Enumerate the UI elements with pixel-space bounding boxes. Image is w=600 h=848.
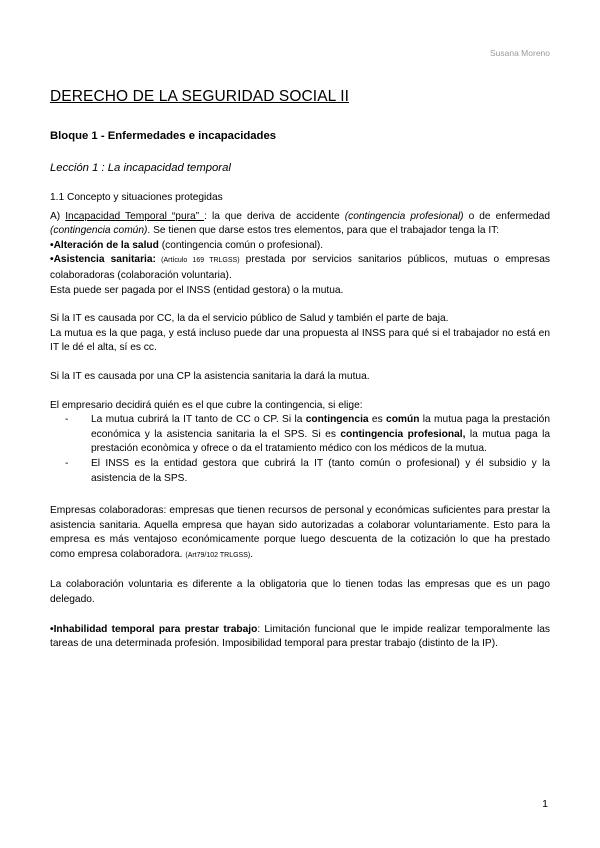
text: es xyxy=(368,414,387,426)
section-heading: 1.1 Concepto y situaciones protegidas xyxy=(50,192,223,203)
text: prestada por servicios sanitarios públicos, mutuas o empresas colaboradoras (colaboración voluntaria). xyxy=(50,254,550,281)
label-inhabilidad: •Inhabilidad temporal para prestar trabajo xyxy=(50,623,258,635)
term-incapacidad-temporal-pura: Incapacidad Temporal “pura” xyxy=(65,210,205,222)
text: (contingencia común o profesional). xyxy=(158,239,324,251)
term: contingencia xyxy=(305,414,369,426)
dash-list xyxy=(50,413,550,486)
text: : la que deriva de accidente xyxy=(204,210,345,222)
paragraph-colaboracion-voluntaria: La colaboración voluntaria es diferente a la obligatoria que lo tienen todas las empresas que es un pago delegado. xyxy=(50,579,550,606)
term: contingencia profesional, xyxy=(340,428,466,440)
dash-bullet: - xyxy=(65,457,69,469)
text: la mutua paga la prestación económica y la asistencia sanitaria la el SPS. Si es xyxy=(91,414,550,440)
legal-reference: (Art79/102 TRLGSS) xyxy=(185,551,251,559)
text: la mutua paga la prestación econòmica y ofrece o da el tratamiento médico con los médicos de la mutua. xyxy=(91,428,550,455)
list-item xyxy=(50,413,550,457)
term: común xyxy=(386,414,420,426)
term-contingencia-profesional: (contingencia profesional) xyxy=(344,210,464,222)
list-item xyxy=(50,457,550,486)
paragraph-inhabilidad xyxy=(50,623,550,652)
text: . xyxy=(250,548,254,560)
page-content xyxy=(50,88,550,652)
dash-bullet: - xyxy=(65,414,69,426)
item-prefix: A) xyxy=(50,210,66,222)
paragraph-mutua-paga: La mutua es la que paga, y está incluso puede dar una propuesta al INSS para qué si el trabajador no está en IT le dé el alta, sí es cc. xyxy=(50,327,550,354)
paragraph-incapacidad-pura xyxy=(50,210,550,239)
paragraph-alteracion-salud xyxy=(50,239,550,254)
paragraph-empresas-colaboradoras xyxy=(50,504,550,563)
paragraph-empresario: El empresario decidirá quién es el que cubre la contingencia, si elige: xyxy=(50,399,363,411)
bloque-heading: Bloque 1 - Enfermedades e incapacidades xyxy=(50,130,277,142)
label-alteracion-salud: •Alteración de la salud xyxy=(50,239,159,251)
paragraph-asistencia-sanitaria xyxy=(50,253,550,283)
term-contingencia-comun: (contingencia común) xyxy=(50,225,148,237)
leccion-heading: Lección 1 : La incapacidad temporal xyxy=(50,162,231,174)
label-asistencia-sanitaria: •Asistencia sanitaria: xyxy=(50,254,156,266)
text: . Se tienen que darse estos tres elementos, para que el trabajador tenga la IT: xyxy=(147,225,500,237)
text: Empresas colaboradoras: empresas que tienen recursos de personal y económicas suficientes para prestar la asistencia sanitaria. Aquella empresa que hayan sido autorizadas a colaborar voluntariamente. Esto para la empresa es más ventajoso económicamente porque luego descuenta de la cotización lo que ha prestado como empresa colaboradora. xyxy=(50,505,550,560)
text: : Limitación funcional que le impide realizar temporalmente las tareas de una determinada profesión. Imposibilidad temporal para prestar trabajo (distinto de la IP). xyxy=(50,623,550,650)
text: o de enfermedad xyxy=(463,210,550,222)
document-title: DERECHO DE LA SEGURIDAD SOCIAL II xyxy=(50,88,350,105)
paragraph-it-cc: Si la IT es causada por CC, la da el servicio público de Salud y también el parte de baja. xyxy=(50,313,449,325)
legal-reference: (Artículo 169 TRLGSS) xyxy=(155,257,240,265)
paragraph-pago: Esta puede ser pagada por el INSS (entidad gestora) o la mutua. xyxy=(50,284,344,296)
text: La mutua cubrirá la IT tanto de CC o CP. Si la xyxy=(91,414,306,426)
paragraph-it-cp: Si la IT es causada por una CP la asistencia sanitaria la dará la mutua. xyxy=(50,370,370,382)
header-author: Susana Moreno xyxy=(489,48,550,58)
page-number: 1 xyxy=(542,798,548,810)
text: El INSS es la entidad gestora que cubrirá la IT (tanto común o profesional) y él subsidio y la asistencia de la SPS. xyxy=(91,457,550,484)
